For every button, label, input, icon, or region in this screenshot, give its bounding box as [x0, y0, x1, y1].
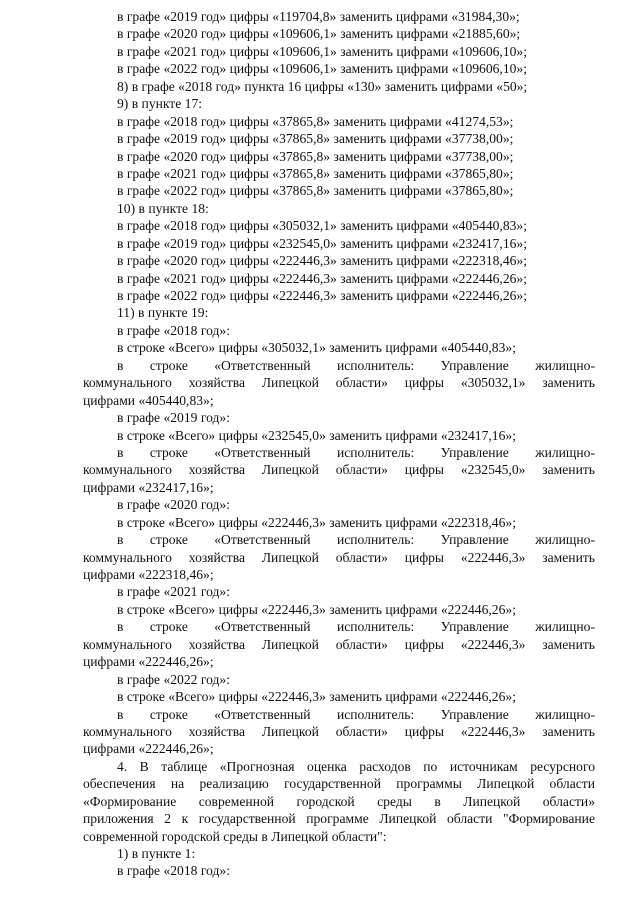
text-line: коммунального хозяйства Липецкой области» цифры «222446,3» заменить — [83, 549, 595, 565]
document-body — [83, 8, 595, 880]
text-line: в графе «2022 год» цифры «222446,3» заменить цифрами «222446,26»; — [117, 288, 527, 303]
text-line: в графе «2018 год» цифры «37865,8» заменить цифрами «41274,53»; — [117, 113, 514, 129]
text-line: в строке «Ответственный исполнитель: Управление жилищно- — [117, 444, 595, 460]
text-line: цифрами «405440,83»; — [83, 392, 214, 408]
text-line: в графе «2021 год»: — [117, 584, 230, 600]
text-line: в графе «2020 год» цифры «109606,1» заменить цифрами «21885,60»; — [117, 26, 521, 42]
text-line: в графе «2020 год» цифры «222446,3» заменить цифрами «222318,46»; — [117, 253, 527, 269]
text-line: цифрами «222446,26»; — [83, 654, 214, 670]
text-line: обеспечения на реализацию государственной программы Липецкой области — [83, 776, 595, 792]
text-line: коммунального хозяйства Липецкой области» цифры «222446,3» заменить — [83, 723, 595, 739]
text-line: 8) в графе «2018 год» пункта 16 цифры «130» заменить цифрами «50»; — [117, 78, 528, 94]
text-line: в строке «Всего» цифры «305032,1» заменить цифрами «405440,83»; — [117, 340, 516, 356]
text-line: в строке «Ответственный исполнитель: Управление жилищно- — [117, 619, 595, 635]
text-line: в строке «Ответственный исполнитель: Управление жилищно- — [117, 532, 595, 548]
text-line: в графе «2021 год» цифры «109606,1» заменить цифрами «109606,10»; — [117, 43, 527, 59]
text-line: коммунального хозяйства Липецкой области» цифры «222446,3» заменить — [83, 636, 595, 652]
text-line: «Формирование современной городской среды в Липецкой области» — [83, 793, 595, 809]
text-line: 9) в пункте 17: — [117, 96, 203, 112]
text-line: в графе «2022 год» цифры «109606,1» заменить цифрами «109606,10»; — [117, 61, 527, 77]
text-line: в графе «2022 год» цифры «37865,8» заменить цифрами «37865,80»; — [117, 183, 514, 199]
text-line: в графе «2020 год»: — [117, 497, 230, 513]
text-line: 10) в пункте 18: — [117, 200, 209, 216]
text-line: в графе «2020 год» цифры «37865,8» заменить цифрами «37738,00»; — [117, 148, 514, 164]
text-line: в строке «Всего» цифры «222446,3» заменить цифрами «222446,26»; — [117, 689, 516, 705]
text-line: 1) в пункте 1: — [117, 846, 196, 861]
text-line: современной городской среды в Липецкой области": — [83, 828, 387, 844]
text-line: в графе «2021 год» цифры «37865,8» заменить цифрами «37865,80»; — [117, 165, 514, 181]
text-line: в графе «2019 год» цифры «37865,8» заменить цифрами «37738,00»; — [117, 131, 514, 147]
text-line: в графе «2022 год»: — [117, 671, 230, 687]
text-line: в строке «Всего» цифры «222446,3» заменить цифрами «222318,46»; — [117, 514, 516, 530]
text-line: приложения 2 к государственной программе Липецкой области "Формирование — [83, 811, 595, 827]
text-line: в строке «Ответственный исполнитель: Управление жилищно- — [117, 706, 595, 722]
text-line: цифрами «222446,26»; — [83, 741, 214, 757]
text-line: в графе «2018 год»: — [117, 863, 230, 879]
text-line: в графе «2019 год» цифры «119704,8» заменить цифрами «31984,30»; — [117, 9, 520, 24]
text-line: в графе «2019 год»: — [117, 410, 230, 426]
text-line: в строке «Ответственный исполнитель: Управление жилищно- — [117, 357, 595, 373]
text-line: в графе «2018 год»: — [117, 322, 230, 338]
text-line: коммунального хозяйства Липецкой области» цифры «305032,1» заменить — [83, 375, 595, 391]
text-line: 11) в пункте 19: — [117, 305, 209, 321]
text-line: цифрами «222318,46»; — [83, 567, 214, 582]
text-line: в графе «2019 год» цифры «232545,0» заменить цифрами «232417,16»; — [117, 235, 527, 251]
text-line: коммунального хозяйства Липецкой области» цифры «232545,0» заменить — [83, 462, 595, 478]
text-line: в графе «2021 год» цифры «222446,3» заменить цифрами «222446,26»; — [117, 270, 527, 286]
text-line: в строке «Всего» цифры «232545,0» заменить цифрами «232417,16»; — [117, 427, 516, 443]
text-line: в графе «2018 год» цифры «305032,1» заменить цифрами «405440,83»; — [117, 218, 527, 234]
text-line: цифрами «232417,16»; — [83, 479, 214, 495]
text-line: 4. В таблице «Прогнозная оценка расходов по источникам ресурсного — [117, 758, 595, 774]
text-line: в строке «Всего» цифры «222446,3» заменить цифрами «222446,26»; — [117, 601, 516, 617]
